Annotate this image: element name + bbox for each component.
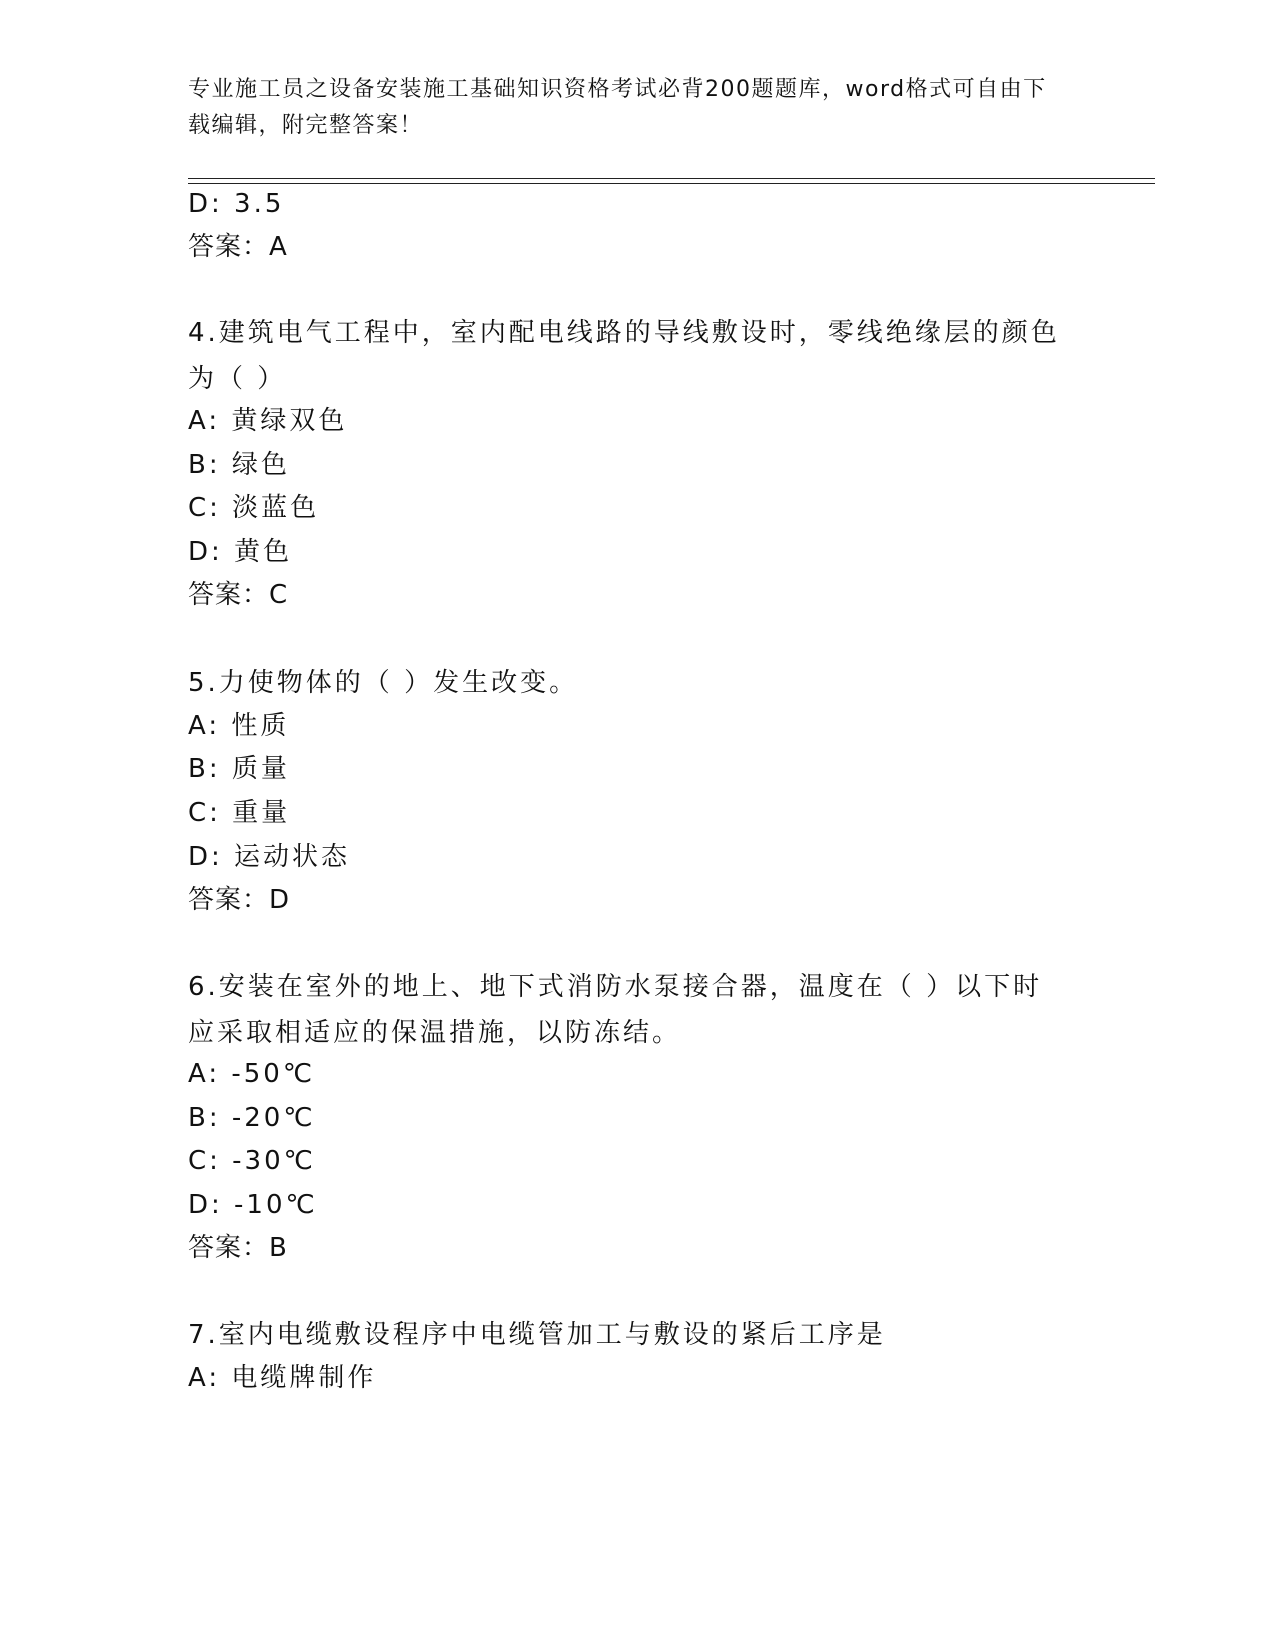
option-text: D: -10℃ — [188, 1190, 318, 1220]
document-header: 专业施工员之设备安装施工基础知识资格考试必背200题题库，word格式可自由下载编辑，附完整答案！ — [188, 77, 1047, 138]
option-text: C: 重量 — [188, 798, 291, 828]
option-text: A: -50℃ — [188, 1059, 316, 1089]
option-text: B: 质量 — [188, 754, 290, 784]
question-text: 4.建筑电气工程中，室内配电线路的导线敷设时，零线绝缘层的颜色为（ ） — [188, 318, 1060, 394]
option-text: A: 性质 — [188, 711, 290, 741]
option-text: A: 电缆牌制作 — [188, 1363, 377, 1393]
answer-text: 答案：B — [188, 1233, 288, 1263]
option-text: D: 运动状态 — [188, 842, 351, 872]
option-text: C: 淡蓝色 — [188, 493, 320, 523]
answer-text: 答案：D — [188, 885, 291, 915]
option-text: B: -20℃ — [188, 1103, 316, 1133]
question-text: 5.力使物体的（ ）发生改变。 — [188, 668, 579, 698]
answer-text: 答案：C — [188, 580, 289, 610]
option-text: D: 黄色 — [188, 537, 293, 567]
option-text: C: -30℃ — [188, 1146, 316, 1176]
header-rule-bottom — [188, 183, 1155, 184]
header-rule-top — [188, 178, 1155, 179]
question-text: 7.室内电缆敷设程序中电缆管加工与敷设的紧后工序是 — [188, 1320, 886, 1350]
option-text: B: 绿色 — [188, 450, 290, 480]
question-text: 6.安装在室外的地上、地下式消防水泵接合器，温度在（ ）以下时应采取相适应的保温措施，以防冻结。 — [188, 972, 1043, 1048]
answer-text: 答案：A — [188, 232, 288, 262]
option-text: D: 3.5 — [188, 189, 285, 219]
option-text: A: 黄绿双色 — [188, 406, 348, 436]
